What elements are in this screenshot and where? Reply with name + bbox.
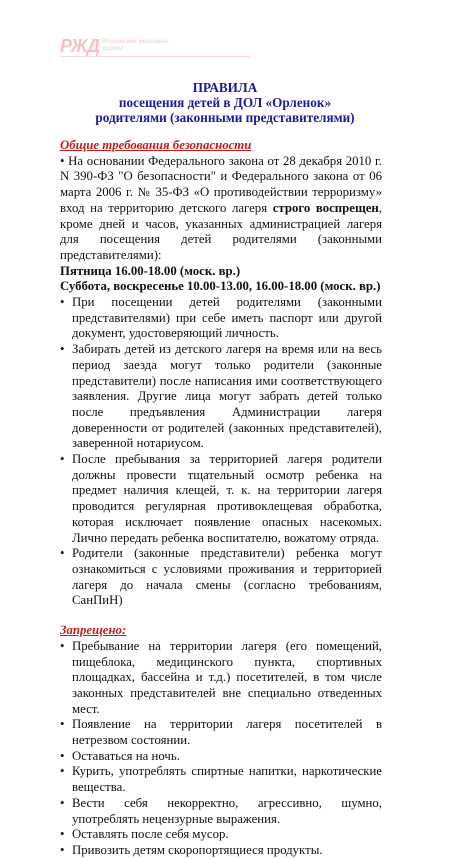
schedule-weekend: Суббота, воскресенье 10.00-13.00, 16.00-18.00 (моск. вр.) [60, 279, 381, 294]
intro-text-start: • На основании Федерального закона от 28 декабря 2010 г. N 390-ФЗ "О безопасности" и Федерального закона от 06 марта 2006 г. № 35-ФЗ «О противодействии терроризму» вход на территорию детского лагеря [60, 153, 382, 215]
list-item: • Привозить детям скоропортящиеся продукты. [60, 842, 323, 857]
bullet-icon: • [60, 452, 65, 467]
list-item: • Вести себя некорректно, агрессивно, шумно, употреблять нецензурные выражения. [60, 795, 382, 826]
bullet-icon: • [60, 748, 65, 763]
bullet-icon: • [60, 827, 65, 842]
rzd-logo [60, 36, 250, 58]
safety-heading: Общие требования безопасности [60, 138, 252, 152]
list-item: • Оставаться на ночь. [60, 748, 180, 763]
list-item: • Появление на территории лагеря посетителей в нетрезвом состоянии. [60, 717, 382, 748]
list-item: • После пребывания за территорией лагеря родители должны провести тщательный осмотр ребенка на предмет наличия клещей, т. к. на территории лагеря проводится регулярная противоклещевая обработка, которая исключает появление опасных насекомых. Лично передать ребенка воспитателю, вожатому отряда. [60, 452, 382, 545]
forbidden-heading: Запрещено: [60, 623, 127, 638]
doc-subtitle-1: посещения детей в ДОЛ «Орленок» [118, 95, 332, 110]
bullet-icon: • [60, 842, 65, 857]
list-item: • Оставлять после себя мусор. [60, 827, 229, 842]
intro-emphasis: строго воспрещен [272, 200, 379, 215]
doc-subtitle-2: родителями (законными представителями) [95, 110, 355, 125]
bullet-icon: • [60, 295, 65, 310]
list-item: • Пребывание на территории лагеря (его помещений, пищеблока, медицинского пункта, спортивных площадках, бассейна и т.д.) посетителей, в том числе законных представителей вне специально отведенных мест. [60, 638, 382, 716]
bullet-icon: • [60, 795, 65, 810]
bullet-icon: • [60, 764, 65, 779]
list-item: • Родители (законные представители) ребенка могут ознакомиться с условиями проживания и территорией лагеря до начала смены (согласно требованиям, СанПиН) [60, 546, 382, 608]
schedule-friday: Пятница 16.00-18.00 (моск. вр.) [60, 263, 241, 278]
logo-text: Российские железные дороги [102, 38, 169, 52]
bullet-icon: • [60, 638, 65, 653]
intro-text-end: , кроме дней и часов, указанных администрацией лагеря для посещения детей родителями (законными представителями): [60, 200, 383, 262]
logo-mark: РЖД [60, 36, 100, 56]
bullet-icon: • [60, 546, 65, 561]
list-item: • Забирать детей из детского лагеря на время или на весь период заезда могут только родители (законные представители) после написания ими соответствующего заявления. Другие лица могут забрать детей только после предъявления Администрации лагеря доверенности от родителей (законных представителей), заверенной нотариусом. [60, 342, 382, 451]
bullet-icon: • [60, 342, 65, 357]
logo-divider [60, 56, 250, 57]
document-body [60, 138, 382, 859]
list-item: • Курить, употреблять спиртные напитки, наркотические вещества. [60, 764, 382, 795]
list-item: • При посещении детей родителями (законными представителями) при себе иметь паспорт или другой документ, удостоверяющий личность. [60, 295, 382, 341]
bullet-icon: • [60, 717, 65, 732]
safety-intro [60, 154, 382, 264]
doc-title: ПРАВИЛА [192, 80, 258, 95]
